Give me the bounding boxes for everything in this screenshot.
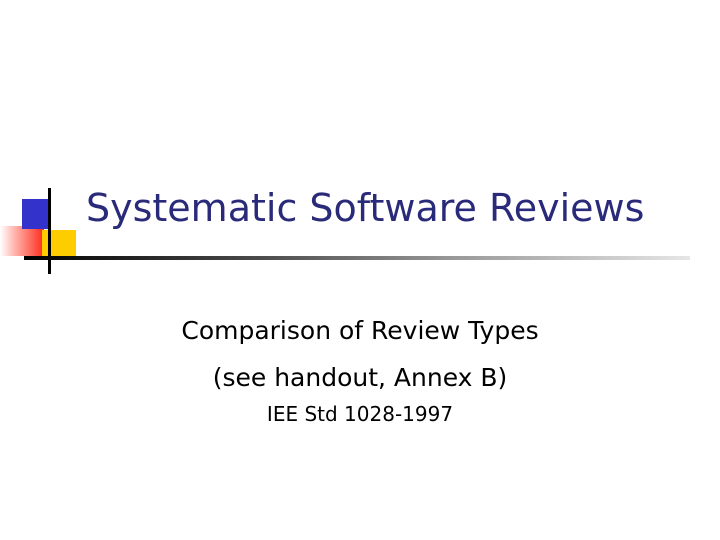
vertical-rule <box>48 188 51 274</box>
red-square-decoration <box>0 226 44 256</box>
blue-square-decoration <box>22 199 50 229</box>
title-ornament <box>0 0 90 300</box>
subtitle-line-3: IEE Std 1028-1997 <box>266 402 454 426</box>
subtitle-line-2: (see handout, Annex B) <box>212 363 508 392</box>
slide-title: Systematic Software Reviews <box>86 186 645 230</box>
subtitle-line-1: Comparison of Review Types <box>181 316 539 345</box>
title-underline-rule <box>24 256 690 260</box>
